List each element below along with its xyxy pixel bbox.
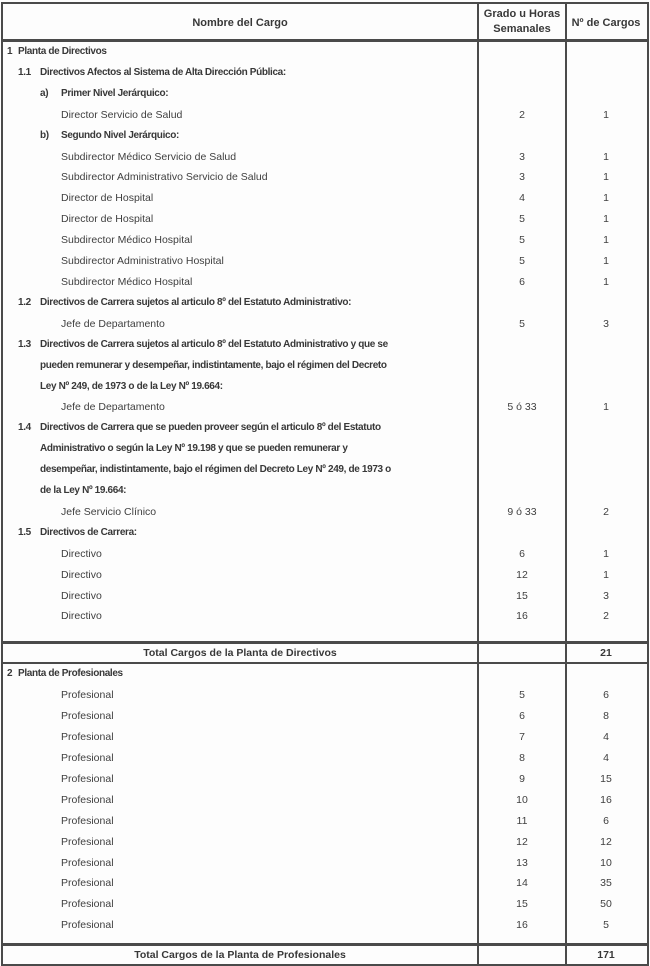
grado-cell: 9 ó 33: [477, 502, 565, 523]
cargo-name-cell: [3, 418, 477, 502]
cargo-name-cell: [3, 936, 477, 943]
section-text-line: 1.3 Directivos de Carrera sujetos al articulo 8º del Estatuto Administrativo y que se: [18, 335, 477, 356]
spacer-row: [3, 936, 647, 943]
grado-cell: [477, 126, 565, 147]
cargo-name-cell: 2 Planta de Profesionales: [3, 664, 477, 685]
section-number: b): [40, 129, 49, 141]
cargo-name-cell: Total Cargos de la Planta de Directivos: [143, 647, 337, 660]
grado-cell: [477, 627, 565, 641]
num-cargos-cell: [565, 523, 645, 544]
num-cargos-cell: [565, 293, 645, 314]
cargo-name-cell: [3, 627, 477, 641]
grado-cell: 5 ó 33: [477, 397, 565, 418]
num-cargos-cell: 1: [565, 544, 645, 565]
num-cargos-cell: 1: [565, 105, 645, 126]
num-cargos-cell: [565, 664, 645, 685]
num-cargos-cell: 12: [565, 832, 645, 853]
cargo-name-cell: Subdirector Administrativo Servicio de Salud: [61, 171, 268, 184]
cargo-name-cell: Director de Hospital: [61, 213, 154, 226]
grado-cell: 5: [477, 251, 565, 272]
grado-cell: 16: [477, 915, 565, 936]
grado-cell: [477, 418, 565, 502]
section-row: [3, 42, 647, 63]
section-row: [3, 418, 647, 502]
grado-cell: [477, 936, 565, 943]
cargo-name-cell: Subdirector Médico Hospital: [61, 275, 193, 288]
grado-cell: 5: [477, 209, 565, 230]
item-row: [3, 748, 647, 769]
grado-cell: [477, 644, 565, 662]
column-header-numero-de-cargos: Nº de Cargos: [565, 4, 645, 39]
item-row: [3, 188, 647, 209]
grado-cell: 3: [477, 147, 565, 168]
grado-cell: 11: [477, 811, 565, 832]
cargo-name-cell: Profesional: [61, 856, 114, 869]
num-cargos-cell: 3: [565, 314, 645, 335]
grado-cell: 6: [477, 544, 565, 565]
section-number: 1.1: [18, 66, 31, 78]
grado-cell: 13: [477, 853, 565, 874]
grado-cell: 15: [477, 586, 565, 607]
table-header-row: [3, 4, 647, 42]
grado-cell: 4: [477, 188, 565, 209]
section-number: 1.4: [18, 422, 31, 434]
grado-cell: 9: [477, 769, 565, 790]
grado-cell: 8: [477, 748, 565, 769]
cargo-name-cell: Profesional: [61, 731, 114, 744]
section-text-line: de la Ley Nº 19.664:: [40, 485, 127, 497]
cargo-name-cell: 1.5 Directivos de Carrera:: [3, 523, 477, 544]
item-row: [3, 105, 647, 126]
cargo-name-cell: Profesional: [61, 898, 114, 911]
item-row: [3, 230, 647, 251]
grado-cell: 5: [477, 314, 565, 335]
grado-cell: 2: [477, 105, 565, 126]
grado-cell: 6: [477, 272, 565, 293]
grado-cell: 12: [477, 565, 565, 586]
num-cargos-cell: 1: [565, 251, 645, 272]
grado-cell: 12: [477, 832, 565, 853]
total-row: [3, 641, 647, 664]
num-cargos-cell: 1: [565, 565, 645, 586]
section-number: 1: [7, 46, 13, 57]
grado-cell: [477, 335, 565, 398]
item-row: [3, 147, 647, 168]
item-row: [3, 606, 647, 627]
section-row: [3, 126, 647, 147]
cargo-name-cell: Profesional: [61, 793, 114, 806]
cargo-name-cell: Directivo: [61, 589, 102, 602]
cargo-name-cell: Directivo: [61, 568, 102, 581]
grado-cell: [477, 664, 565, 685]
cargo-name-cell: Profesional: [61, 689, 114, 702]
cargo-name-cell: Director Servicio de Salud: [61, 108, 183, 121]
item-row: [3, 915, 647, 936]
total-row: [3, 943, 647, 966]
num-cargos-cell: [565, 335, 645, 398]
num-cargos-cell: 2: [565, 606, 645, 627]
section-number: 2: [7, 668, 13, 680]
num-cargos-cell: 171: [565, 946, 645, 964]
cargo-name-cell: Profesional: [61, 835, 114, 848]
num-cargos-cell: 1: [565, 167, 645, 188]
grado-cell: 15: [477, 894, 565, 915]
grado-cell: 14: [477, 873, 565, 894]
spacer-row: [3, 627, 647, 641]
item-row: [3, 790, 647, 811]
cargo-name-cell: Subdirector Médico Hospital: [61, 234, 193, 247]
cargo-name-cell: Total Cargos de la Planta de Profesionales: [134, 949, 346, 962]
section-row: [3, 293, 647, 314]
cargo-name-cell: 1.2 Directivos de Carrera sujetos al articulo 8º del Estatuto Administrativo:: [3, 293, 477, 314]
num-cargos-cell: 1: [565, 230, 645, 251]
num-cargos-cell: 1: [565, 272, 645, 293]
grado-cell: [477, 523, 565, 544]
cargo-name-cell: Subdirector Administrativo Hospital: [61, 255, 224, 268]
grado-cell: 6: [477, 706, 565, 727]
grado-cell: 16: [477, 606, 565, 627]
cargo-name-cell: Profesional: [61, 877, 114, 890]
grado-cell: [477, 84, 565, 105]
cargos-table: [1, 2, 649, 966]
section-number: 1.3: [18, 338, 31, 350]
grado-header-line1: Grado u Horas: [483, 7, 561, 20]
num-cargos-cell: 3: [565, 586, 645, 607]
num-cargos-cell: 15: [565, 769, 645, 790]
column-header-nombre-del-cargo: Nombre del Cargo: [192, 17, 288, 29]
num-cargos-cell: 35: [565, 873, 645, 894]
num-cargos-cell: 6: [565, 685, 645, 706]
section-text-line: desempeñar, indistintamente, bajo el régimen del Decreto Ley Nº 249, de 1973 o: [40, 464, 391, 476]
section-text-line: pueden remunerar y desempeñar, indistintamente, bajo el régimen del Decreto: [40, 359, 387, 371]
item-row: [3, 167, 647, 188]
item-row: [3, 272, 647, 293]
item-row: [3, 727, 647, 748]
grado-cell: [477, 293, 565, 314]
grado-cell: [477, 63, 565, 84]
section-text-line: Ley Nº 249, de 1973 o de la Ley Nº 19.664:: [40, 380, 223, 392]
num-cargos-cell: [565, 627, 645, 641]
cargo-name-cell: Profesional: [61, 710, 114, 723]
section-number: 1.5: [18, 526, 31, 538]
section-row: [3, 63, 647, 84]
item-row: [3, 873, 647, 894]
num-cargos-cell: 1: [565, 209, 645, 230]
cargo-name-cell: a) Primer Nivel Jerárquico:: [3, 84, 477, 105]
grado-cell: 5: [477, 685, 565, 706]
cargo-name-cell: Profesional: [61, 919, 114, 932]
num-cargos-cell: 2: [565, 502, 645, 523]
item-row: [3, 811, 647, 832]
section-number: 1.2: [18, 296, 31, 308]
num-cargos-cell: 6: [565, 811, 645, 832]
num-cargos-cell: 1: [565, 188, 645, 209]
cargo-name-cell: 1.1 Directivos Afectos al Sistema de Alta Dirección Pública:: [3, 63, 477, 84]
num-cargos-cell: [565, 42, 645, 63]
num-cargos-cell: 4: [565, 748, 645, 769]
num-cargos-cell: [565, 936, 645, 943]
cargo-name-cell: Directivo: [61, 610, 102, 623]
section-row: [3, 335, 647, 398]
item-row: [3, 894, 647, 915]
cargo-name-cell: Profesional: [61, 752, 114, 764]
num-cargos-cell: [565, 418, 645, 502]
num-cargos-cell: 8: [565, 706, 645, 727]
cargo-name-cell: Subdirector Médico Servicio de Salud: [61, 150, 237, 163]
num-cargos-cell: 1: [565, 397, 645, 418]
item-row: [3, 586, 647, 607]
section-row: [3, 664, 647, 685]
item-row: [3, 209, 647, 230]
item-row: [3, 769, 647, 790]
table-body: [3, 42, 647, 966]
cargo-name-cell: Profesional: [61, 814, 114, 827]
item-row: [3, 565, 647, 586]
num-cargos-cell: 16: [565, 790, 645, 811]
cargo-name-cell: Jefe de Departamento: [61, 401, 165, 414]
section-text-line: 1.4 Directivos de Carrera que se pueden proveer según el articulo 8º del Estatuto: [18, 418, 477, 439]
item-row: [3, 314, 647, 335]
cargo-name-cell: b) Segundo Nivel Jerárquico:: [3, 126, 477, 147]
num-cargos-cell: [565, 84, 645, 105]
grado-cell: 7: [477, 727, 565, 748]
cargo-name-cell: Director de Hospital: [61, 192, 154, 205]
cargo-name-cell: Jefe Servicio Clínico: [61, 505, 157, 518]
num-cargos-cell: 5: [565, 915, 645, 936]
cargo-name-cell: [3, 335, 477, 398]
section-row: [3, 84, 647, 105]
grado-header-line2: Semanales: [493, 22, 551, 35]
num-cargos-cell: 1: [565, 147, 645, 168]
cargo-name-cell: Profesional: [61, 772, 114, 785]
section-row: [3, 523, 647, 544]
item-row: [3, 251, 647, 272]
grado-cell: 10: [477, 790, 565, 811]
grado-cell: [477, 42, 565, 63]
section-number: a): [40, 87, 49, 99]
column-header-grado-u-horas: [477, 4, 565, 39]
num-cargos-cell: 4: [565, 727, 645, 748]
item-row: [3, 397, 647, 418]
item-row: [3, 685, 647, 706]
section-text-line: Administrativo o según la Ley Nº 19.198 y que se pueden remunerar y: [40, 443, 348, 455]
cargo-name-cell: Directivo: [61, 547, 102, 560]
grado-cell: [477, 946, 565, 964]
cargo-name-cell: 1 Planta de Directivos: [3, 42, 477, 63]
num-cargos-cell: 10: [565, 853, 645, 874]
item-row: [3, 832, 647, 853]
item-row: [3, 706, 647, 727]
item-row: [3, 853, 647, 874]
item-row: [3, 544, 647, 565]
num-cargos-cell: [565, 63, 645, 84]
num-cargos-cell: [565, 126, 645, 147]
num-cargos-cell: 21: [565, 644, 645, 662]
grado-cell: 5: [477, 230, 565, 251]
item-row: [3, 502, 647, 523]
grado-cell: 3: [477, 167, 565, 188]
cargo-name-cell: Jefe de Departamento: [61, 317, 165, 330]
num-cargos-cell: 50: [565, 894, 645, 915]
